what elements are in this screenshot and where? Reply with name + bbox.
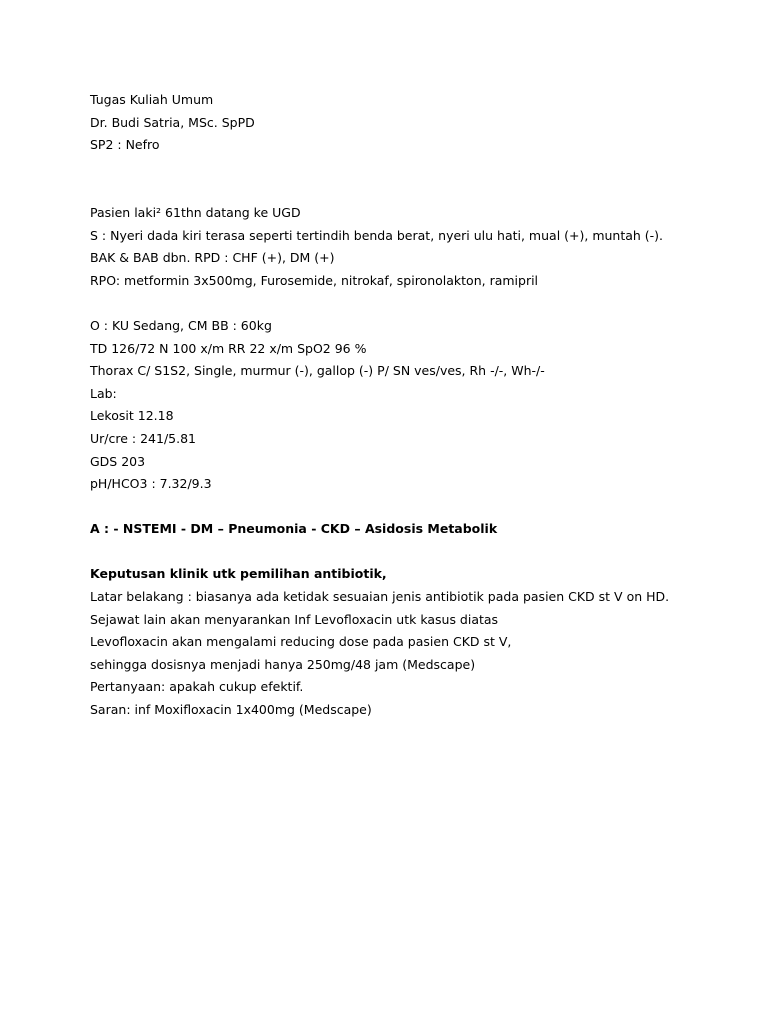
decision-background: Latar belakang : biasanya ada ketidak sesuaian jenis antibiotik pada pasien CKD st V on HD. [90, 589, 670, 605]
lab-ph-bicarbonate: pH/HCO3 : 7.32/9.3 [90, 476, 212, 492]
decision-dose-note: Levofloxacin akan mengalami reducing dose pada pasien CKD st V, [90, 634, 512, 650]
lab-glucose: GDS 203 [90, 453, 146, 469]
spacer [90, 157, 750, 180]
lab-label: Lab: [90, 385, 117, 401]
history-line: BAK & BAB dbn. RPD : CHF (+), DM (+) [90, 250, 335, 266]
spacer [90, 179, 750, 202]
course-title: Tugas Kuliah Umum [90, 92, 214, 107]
assessment-line: A : - NSTEMI - DM – Pneumonia - CKD – Asidosis Metabolik [90, 521, 498, 537]
decision-question: Pertanyaan: apakah cukup efektif. [90, 679, 304, 695]
spacer [90, 496, 750, 519]
patient-intro: Pasien laki² 61thn datang ke UGD [90, 204, 301, 220]
decision-suggestion: Sejawat lain akan menyarankan Inf Levofloxacin utk kasus diatas [90, 611, 499, 627]
lab-urea-creatinine: Ur/cre : 241/5.81 [90, 430, 196, 446]
spacer [90, 292, 750, 315]
decision-recommendation: Saran: inf Moxifloxacin 1x400mg (Medscape) [90, 702, 372, 718]
division-label: SP2 : Nefro [90, 137, 160, 153]
medication-history: RPO: metformin 3x500mg, Furosemide, nitrokaf, spironolakton, ramipril [90, 272, 539, 288]
vital-signs: TD 126/72 N 100 x/m RR 22 x/m SpO2 96 % [90, 340, 367, 356]
thorax-exam: Thorax C/ S1S2, Single, murmur (-), gallop (-) P/ SN ves/ves, Rh -/-, Wh-/- [90, 363, 545, 379]
spacer [90, 541, 750, 564]
decision-heading: Keputusan klinik utk pemilihan antibiotik, [90, 566, 387, 582]
document-body [90, 89, 750, 722]
lab-leukocyte: Lekosit 12.18 [90, 408, 174, 424]
objective-general: O : KU Sedang, CM BB : 60kg [90, 317, 272, 333]
lecturer-name: Dr. Budi Satria, MSc. SpPD [90, 114, 255, 130]
decision-dose-detail: sehingga dosisnya menjadi hanya 250mg/48 jam (Medscape) [90, 656, 476, 672]
subjective-complaint: S : Nyeri dada kiri terasa seperti tertindih benda berat, nyeri ulu hati, mual (+), muntah (-). [90, 227, 664, 243]
